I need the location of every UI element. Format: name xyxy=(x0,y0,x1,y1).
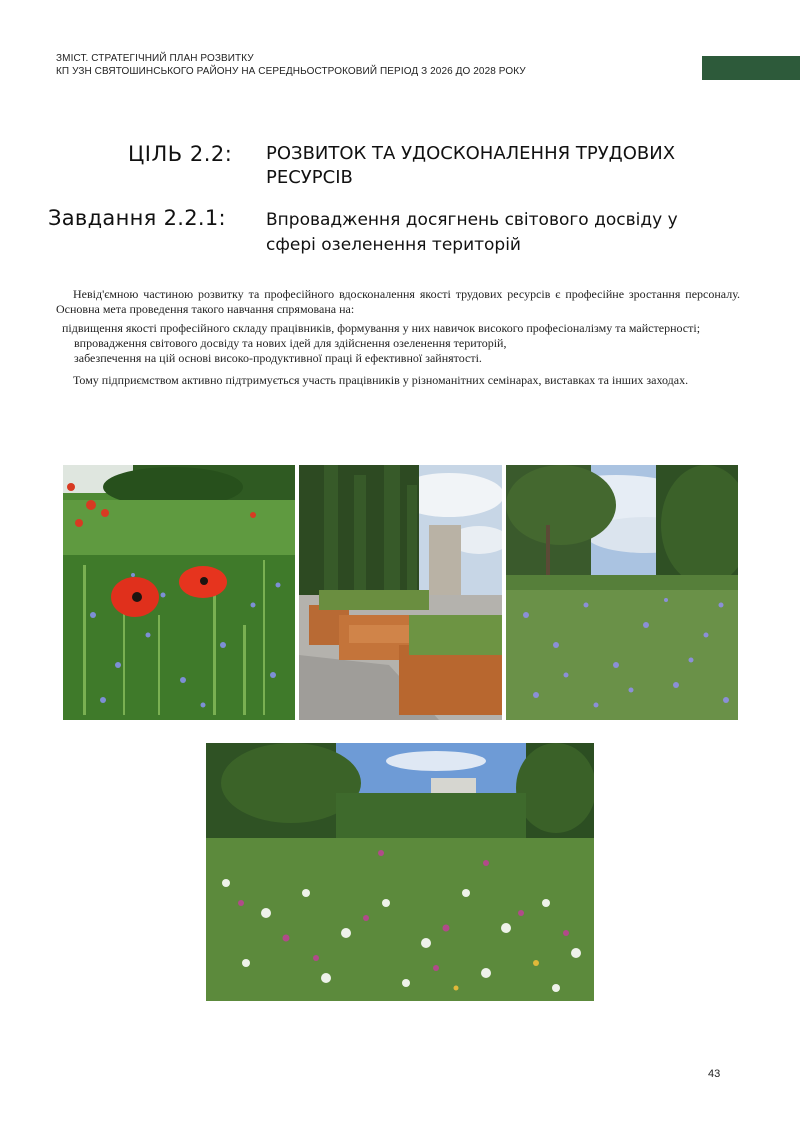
header-accent-bar xyxy=(702,56,800,80)
goal-number: ЦІЛЬ 2.2: xyxy=(128,142,233,166)
body-text xyxy=(56,287,740,388)
photo-poppy-meadow xyxy=(63,465,295,720)
closing-paragraph: Тому підприємством активно підтримується участь працівників у різноманітних семінарах, виставках та інших заходах. xyxy=(73,373,689,387)
bullet-item-2: впровадження світового досвіду та нових ідей для здійснення озеленення територій, xyxy=(74,336,507,350)
header-line-2: КП УЗН СВЯТОШИНСЬКОГО РАЙОНУ НА СЕРЕДНЬОСТРОКОВИЙ ПЕРІОД З 2026 ДО 2028 РОКУ xyxy=(56,66,526,77)
photo-wooden-planters xyxy=(299,465,502,720)
goal-title: РОЗВИТОК ТА УДОСКОНАЛЕННЯ ТРУДОВИХ РЕСУРСІВ xyxy=(266,143,676,188)
header-line-1: ЗМІСТ. СТРАТЕГІЧНИЙ ПЛАН РОЗВИТКУ xyxy=(56,53,254,64)
bullet-item-3: забезпечення на цій основі високо-продуктивної праці й ефективної зайнятості. xyxy=(74,351,482,365)
task-number: Завдання 2.2.1: xyxy=(48,206,226,230)
intro-paragraph: Невід'ємною частиною розвитку та професійного вдосконалення якості трудових ресурсів є професійне зростання персоналу. Основна мета проведення такого навчання спрямована на: xyxy=(56,287,740,316)
bullet-item-1: підвищення якості професійного складу працівників, формування у них навичок високого професіоналізму та майстерності; xyxy=(62,321,701,335)
running-header xyxy=(56,52,526,78)
page-number: 43 xyxy=(708,1068,721,1080)
photo-wildflower-meadow xyxy=(206,743,594,1001)
task-title: Впровадження досягнень світового досвіду у сфері озеленення територій xyxy=(266,210,678,255)
photo-flax-meadow xyxy=(506,465,738,720)
